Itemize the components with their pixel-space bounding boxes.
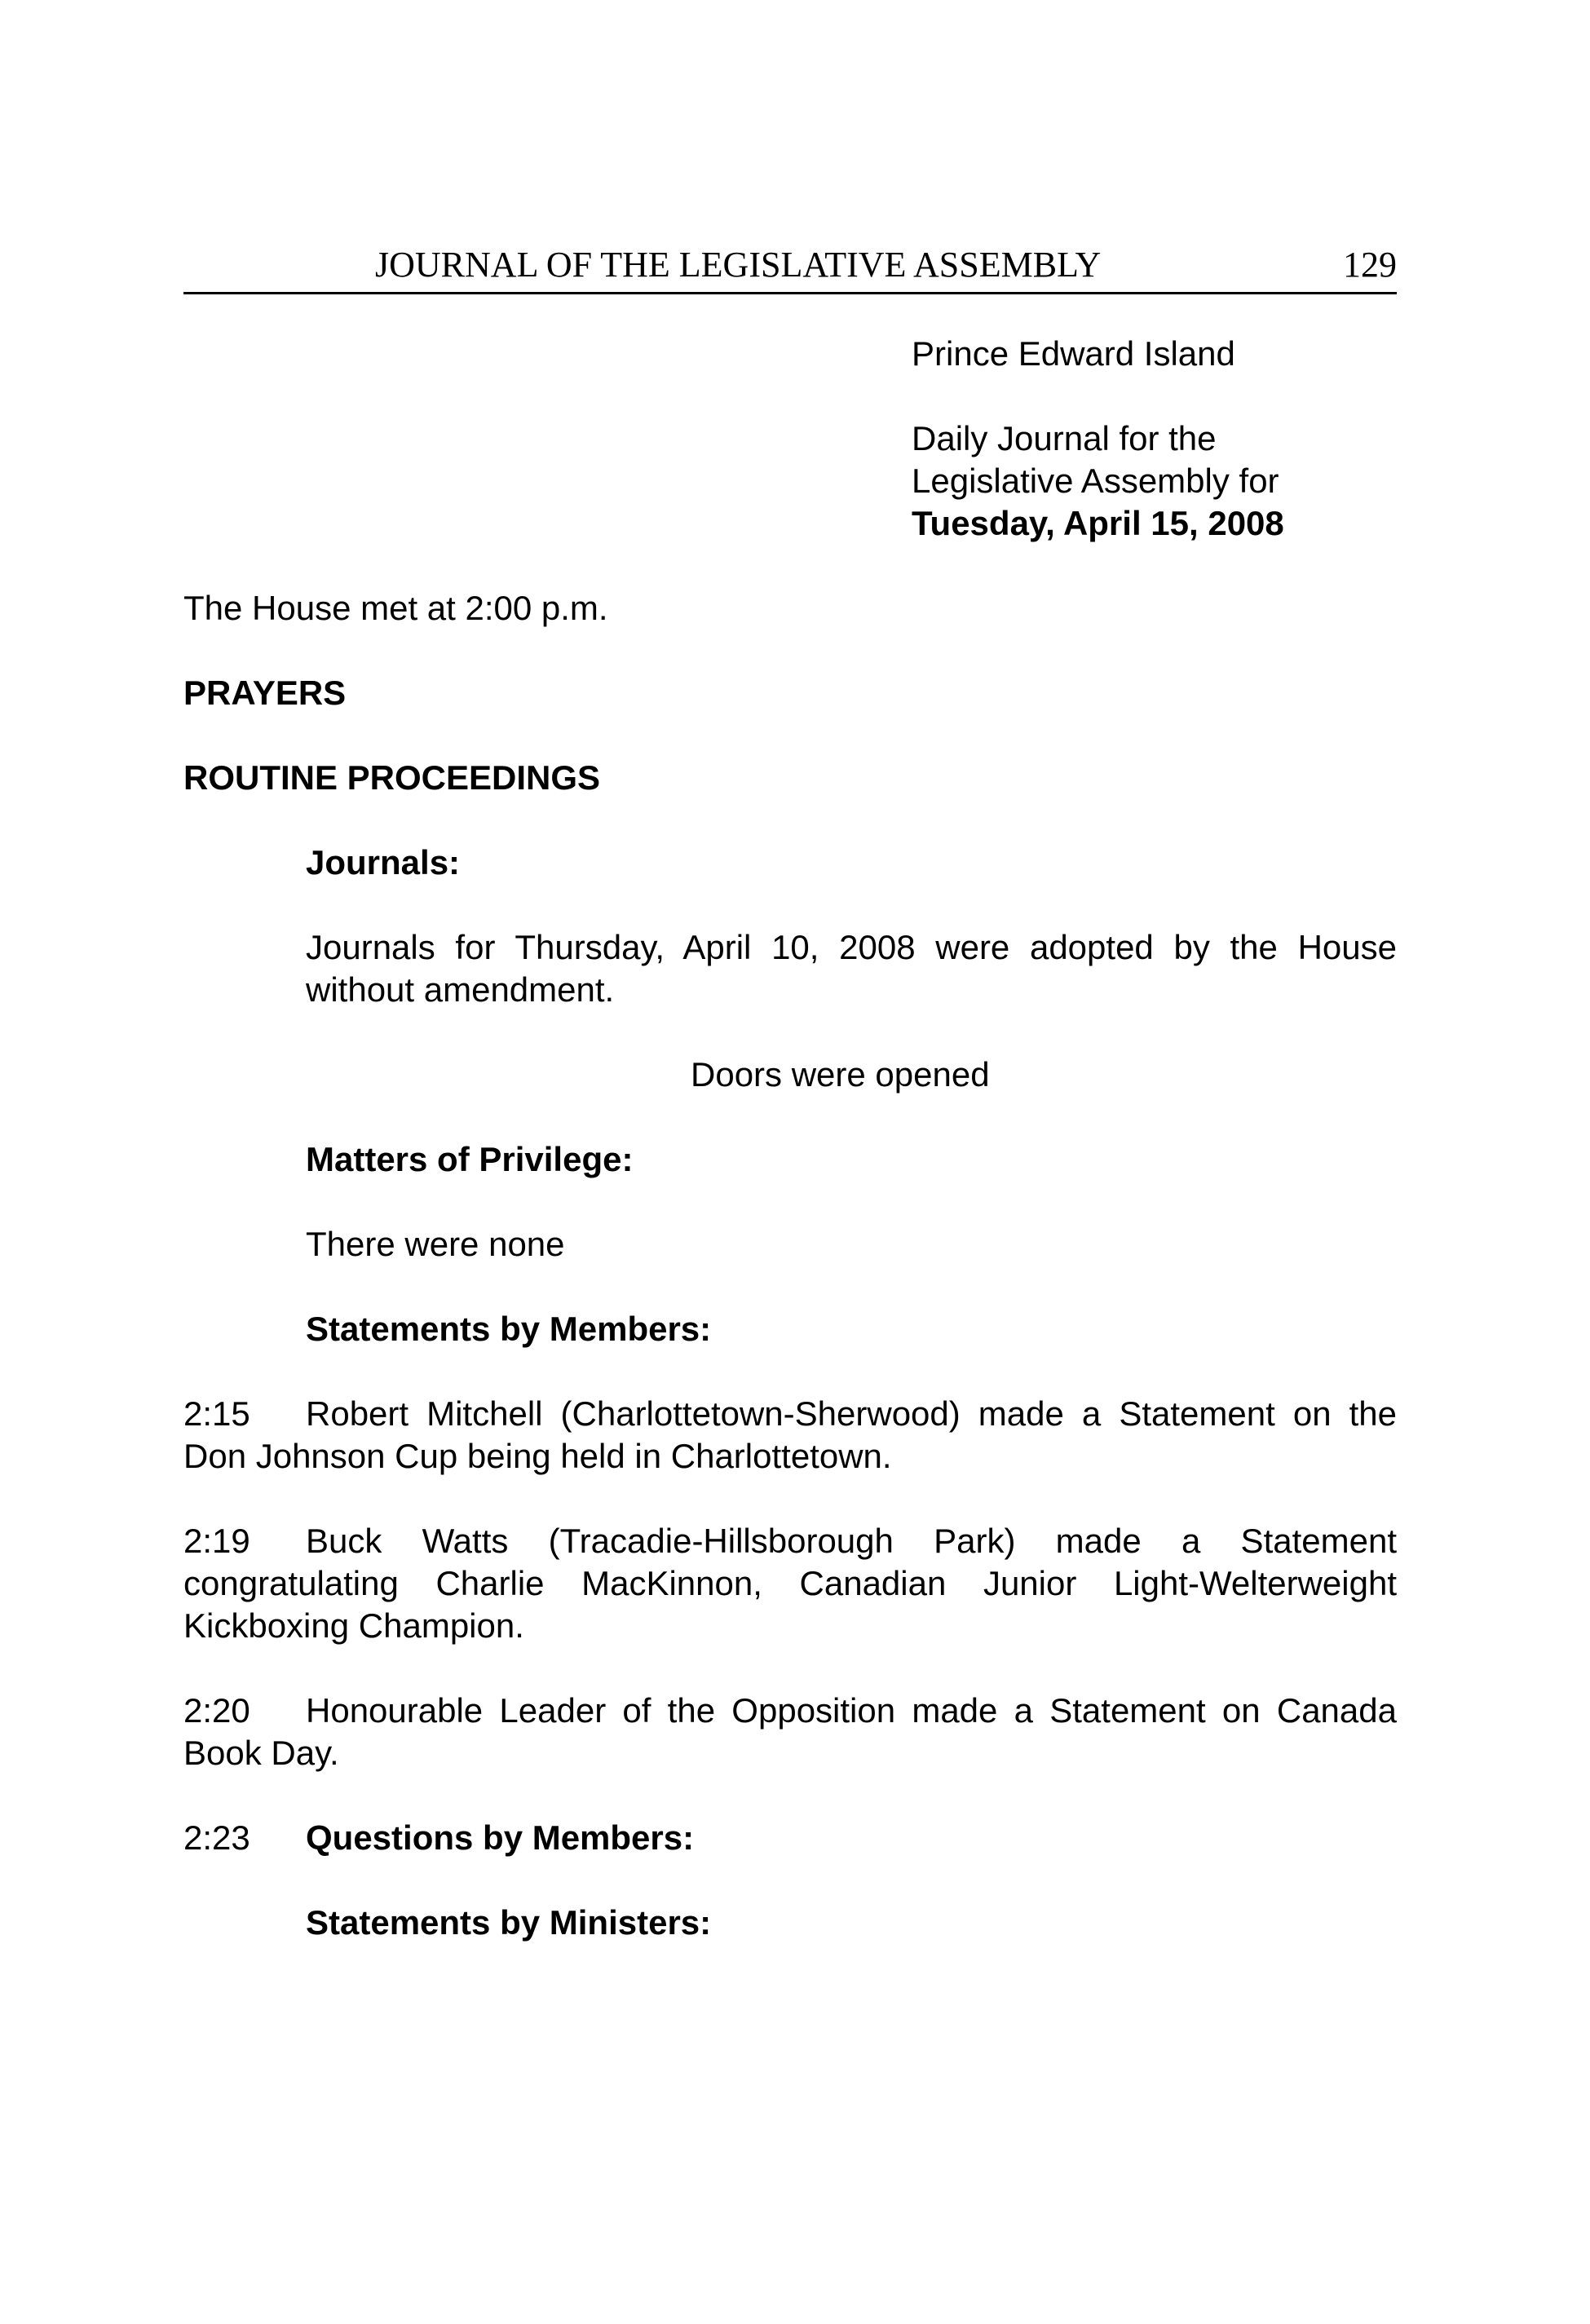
routine-proceedings-heading: ROUTINE PROCEEDINGS — [183, 758, 601, 797]
questions-time: 2:23 — [183, 1818, 250, 1857]
matters-of-privilege-heading: Matters of Privilege: — [306, 1140, 634, 1178]
province-name: Prince Edward Island — [912, 334, 1235, 373]
journals-paragraph: Journals for Thursday, April 10, 2008 were adopted by the House without amendment. — [306, 928, 1397, 1009]
statements-by-ministers-heading: Statements by Ministers: — [306, 1903, 712, 1942]
statement-paragraph: Buck Watts (Tracadie-Hillsborough Park) made a Statement congratulating Charlie MacKinnon, Canadian Junior Light-Welterweight Kickboxing Champion. — [183, 1522, 1397, 1645]
page-header — [183, 238, 1397, 294]
statement-paragraph: Robert Mitchell (Charlottetown-Sherwood) made a Statement on the Don Johnson Cup being held in Charlottetown. — [183, 1394, 1397, 1475]
statement-time: 2:19 — [183, 1522, 250, 1560]
journal-title: JOURNAL OF THE LEGISLATIVE ASSEMBLY — [375, 245, 1102, 285]
dateline-line-1: Daily Journal for the — [912, 419, 1217, 457]
statement-paragraph: Honourable Leader of the Opposition made a Statement on Canada Book Day. — [183, 1691, 1397, 1772]
journals-heading: Journals: — [306, 843, 461, 881]
house-met-text: The House met at 2:00 p.m. — [183, 589, 608, 627]
questions-by-members-heading: Questions by Members: — [306, 1818, 695, 1857]
page-number: 129 — [1343, 245, 1397, 285]
statement-time: 2:20 — [183, 1691, 250, 1730]
prayers-heading: PRAYERS — [183, 674, 347, 712]
statement-time: 2:15 — [183, 1394, 250, 1433]
dateline-line-2: Legislative Assembly for — [912, 462, 1279, 500]
doors-opened-text: Doors were opened — [691, 1055, 990, 1094]
session-date: Tuesday, April 15, 2008 — [912, 504, 1284, 542]
statements-by-members-heading: Statements by Members: — [306, 1310, 712, 1348]
privilege-text: There were none — [306, 1225, 565, 1263]
